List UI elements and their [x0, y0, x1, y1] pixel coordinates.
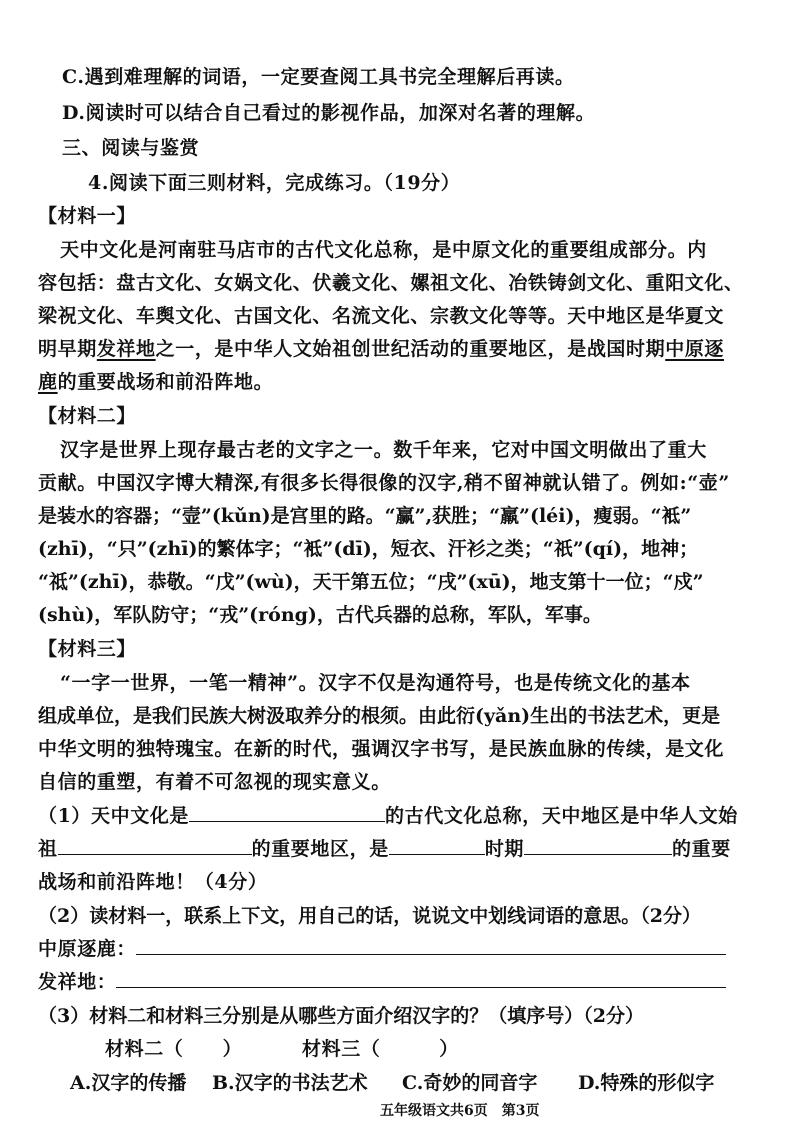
- material-1-line-2: 容包括：盘古文化、女娲文化、伏羲文化、嫘祖文化、冶铁铸剑文化、重阳文化、: [38, 272, 744, 294]
- question-1-line-2: [38, 836, 731, 862]
- material-2-line-4: (zhī)，“只”(zhī)的繁体字；“袛”(dī)，短衣、汗衫之类；“祇”(qí)，地神；: [38, 538, 699, 560]
- material-1-text: 之一，是中华人文始祖创世纪活动的重要地区，是战国时期: [155, 338, 666, 360]
- answer-blank-3[interactable]: [389, 836, 485, 855]
- underlined-word-lu: 鹿: [38, 371, 58, 393]
- answer-label-zhongyuanzhulu: 中原逐鹿：: [38, 938, 137, 960]
- material-1-header: 【材料一】: [38, 205, 137, 227]
- material-2-line-5: “祗”(zhī)，恭敬。“戊”(wù)，天干第五位；“戌”(xū)，地支第十一位；“戍”: [38, 571, 704, 593]
- material-3-line-4: 自信的重塑，有着不可忽视的现实意义。: [38, 771, 391, 793]
- question-1-text: （1）天中文化是: [38, 805, 190, 827]
- material-1-line-5: [38, 369, 273, 395]
- answer-blank-1[interactable]: [189, 803, 385, 822]
- option-c: C.遇到难理解的词语，一定要查阅工具书完全理解后再读。: [62, 66, 575, 88]
- material-2-line-1: 汉字是世界上现存最古老的文字之一。数千年来，它对中国文明做出了重大: [60, 439, 707, 461]
- material-3-line-3: 中华文明的独特瑰宝。在新的时代，强调汉字书写，是民族血脉的传续，是文化: [38, 738, 725, 760]
- material-1-line-4: [38, 336, 724, 362]
- option-d: D.阅读时可以结合自己看过的影视作品，加深对名著的理解。: [62, 102, 596, 124]
- material-3-answer[interactable]: 材料三（ ）: [302, 1038, 459, 1060]
- question-1-text: 的重要: [672, 838, 731, 860]
- material-1-line-1: 天中文化是河南驻马店市的古代文化总称，是中原文化的重要组成部分。内: [60, 239, 707, 261]
- question-1-text: 时期: [484, 838, 525, 860]
- material-2-answer[interactable]: 材料二（ ）: [105, 1038, 243, 1060]
- answer-label-fazhangdi: 发祥地：: [38, 971, 117, 993]
- answer-blank-4[interactable]: [524, 836, 672, 855]
- underlined-word-zhongyuanzhulu: 中原逐: [665, 338, 725, 360]
- material-2-line-2: 贡献。中国汉字博大精深,有很多长得很像的汉字,稍不留神就认错了。例如:“壶”: [38, 472, 730, 494]
- page-footer: 五年级语文共6页 第3页: [380, 1103, 540, 1119]
- material-2-line-6: (shù)，军队防守；“戎”(róng)，古代兵器的总称，军队，军事。: [38, 604, 602, 626]
- material-3-header: 【材料三】: [38, 638, 137, 660]
- section-title: 三、阅读与鉴赏: [62, 137, 200, 159]
- material-1-line-3: 梁祝文化、车舆文化、古国文化、名流文化、宗教文化等等。天中地区是华夏文: [38, 305, 725, 327]
- question-2-prompt: （2）读材料一，联系上下文，用自己的话，说说文中划线词语的意思。（2分）: [38, 905, 701, 927]
- question-3-prompt: （3）材料二和材料三分别是从哪些方面介绍汉字的？（填序号）（2分）: [38, 1005, 644, 1027]
- material-1-text: 的重要战场和前沿阵地。: [57, 371, 274, 393]
- question-4-title: 4.阅读下面三则材料，完成练习。（19分）: [88, 172, 461, 194]
- question-1-line-3: 战场和前沿阵地！（4分）: [38, 871, 268, 893]
- question-2-answer-line-2: [38, 969, 726, 995]
- answer-blank-2[interactable]: [58, 836, 252, 855]
- question-2-answer-line-1: [38, 936, 726, 962]
- option-c-choice: C.奇妙的同音字: [402, 1072, 538, 1094]
- option-a: A.汉字的传播: [70, 1072, 187, 1094]
- option-d-choice: D.特殊的形似字: [578, 1072, 715, 1094]
- question-1-line-1: [38, 803, 738, 829]
- question-1-text: 的重要地区，是: [251, 838, 389, 860]
- option-b: B.汉字的书法艺术: [212, 1072, 368, 1094]
- material-1-text: 明早期: [38, 338, 97, 360]
- material-2-line-3: 是装水的容器；“壸”(kǔn)是宫里的路。“赢”,获胜；“羸”(léi)，瘦弱。“袛”: [38, 505, 692, 527]
- underlined-word-fazhangdi: 发祥地: [96, 338, 156, 360]
- question-1-text: 祖: [38, 838, 58, 860]
- question-1-text: 的古代文化总称，天中地区是中华人文始: [385, 805, 738, 827]
- material-3-line-1: “一字一世界，一笔一精神”。汉字不仅是沟通符号，也是传统文化的基本: [60, 672, 691, 694]
- material-3-line-2: 组成单位，是我们民族大树汲取养分的根须。由此衍(yǎn)生出的书法艺术，更是: [38, 705, 721, 727]
- material-2-header: 【材料二】: [38, 405, 137, 427]
- answer-line-fazhangdi[interactable]: [116, 969, 726, 988]
- answer-line-zhongyuanzhulu[interactable]: [136, 936, 726, 955]
